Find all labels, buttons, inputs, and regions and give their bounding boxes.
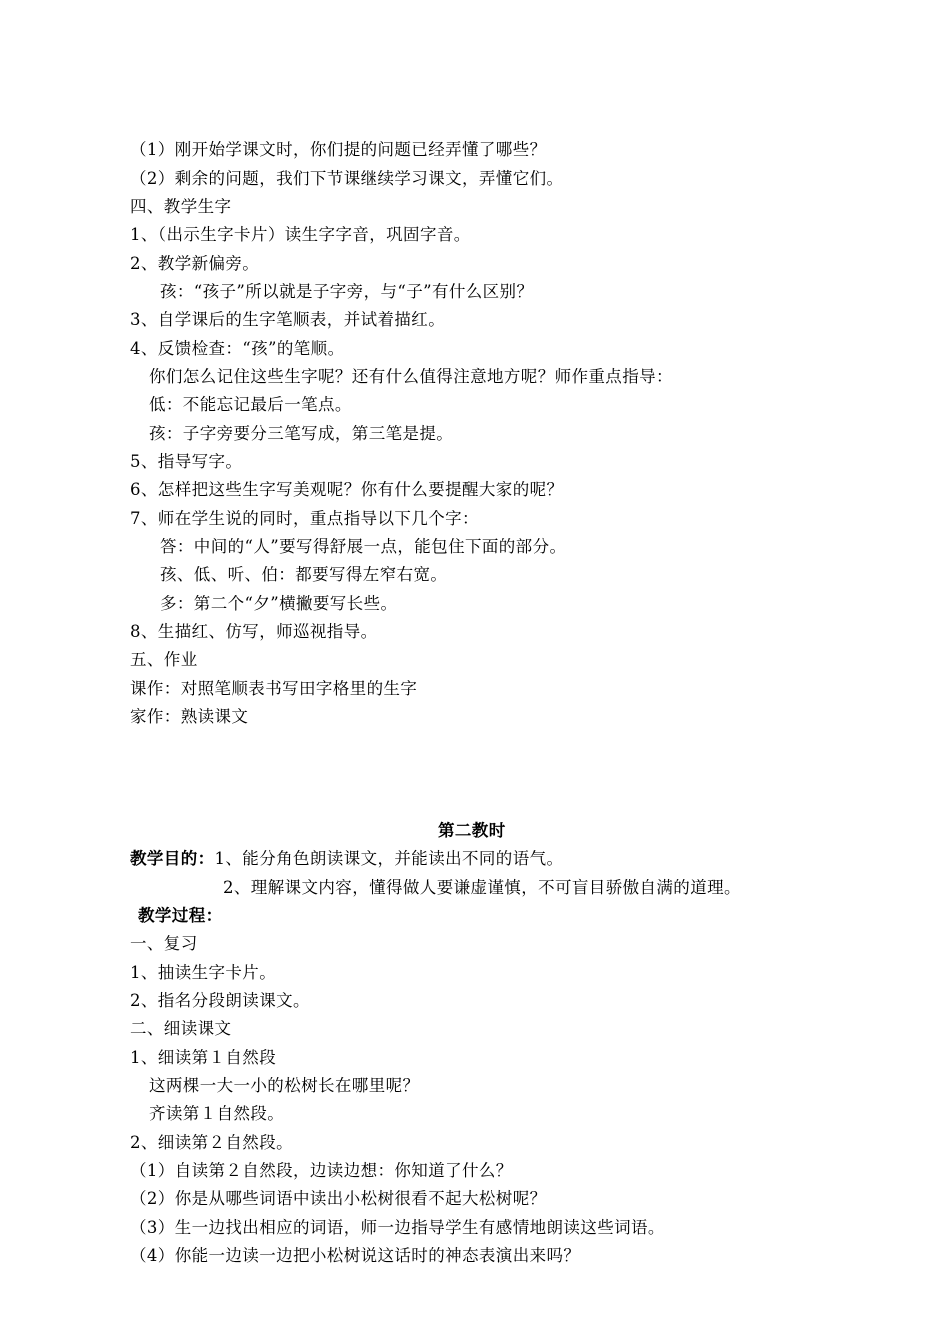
text-line: （2）你是从哪些词语中读出小松树很看不起大松树呢？ — [130, 1189, 547, 1208]
text-line: 2、教学新偏旁。 — [130, 254, 260, 273]
text-line: 多：第二个“夕”横撇要写长些。 — [160, 594, 398, 613]
section-heading: 四、教学生字 — [130, 197, 232, 216]
text-line: 答：中间的“人”要写得舒展一点，能包住下面的部分。 — [160, 537, 567, 556]
text-line: 家作：熟读课文 — [130, 707, 249, 726]
text-line: 3、自学课后的生字笔顺表，并试着描红。 — [130, 310, 446, 329]
text-line: 课作：对照笔顺表书写田字格里的生字 — [130, 679, 418, 698]
text-line: 孩：子字旁要分三笔写成，第三笔是提。 — [149, 424, 454, 443]
section-heading: 五、作业 — [130, 650, 198, 669]
section-heading: 一、复习 — [130, 934, 198, 953]
text-line: 1、（出示生字卡片）读生字字音，巩固字音。 — [130, 225, 471, 244]
goal-line-1 — [130, 849, 563, 869]
text-line: 7、师在学生说的同时，重点指导以下几个字： — [130, 509, 479, 528]
text-line: 孩：“孩子”所以就是子字旁，与“子”有什么区别？ — [160, 282, 534, 301]
text-line: 5、指导写字。 — [130, 452, 243, 471]
text-line: （1）自读第２自然段，边读边想：你知道了什么？ — [130, 1161, 513, 1180]
text-line: 1、细读第１自然段 — [130, 1048, 277, 1067]
text-line: 4、反馈检查：“孩”的笔顺。 — [130, 339, 345, 358]
text-line: 你们怎么记住这些生字呢？还有什么值得注意地方呢？师作重点指导： — [149, 367, 673, 386]
text-line: （1）刚开始学课文时，你们提的问题已经弄懂了哪些？ — [130, 140, 547, 159]
goal-line-2: 2、理解课文内容，懂得做人要谦虚谨慎，不可盲目骄傲自满的道理。 — [223, 878, 741, 897]
goal-label: 教学目的： — [130, 849, 215, 868]
process-label: 教学过程： — [138, 906, 223, 925]
text-line: 1、抽读生字卡片。 — [130, 963, 277, 982]
lesson-title: 第二教时 — [438, 821, 506, 840]
text-line: （2）剩余的问题，我们下节课继续学习课文，弄懂它们。 — [130, 169, 564, 188]
goal-text: 1、能分角色朗读课文，并能读出不同的语气。 — [214, 849, 564, 868]
section-heading: 二、细读课文 — [130, 1019, 232, 1038]
text-line: 孩、低、听、伯：都要写得左窄右宽。 — [160, 565, 448, 584]
text-line: 2、指名分段朗读课文。 — [130, 991, 310, 1010]
text-line: 8、生描红、仿写，师巡视指导。 — [130, 622, 378, 641]
text-line: 低：不能忘记最后一笔点。 — [149, 395, 352, 414]
text-line: 6、怎样把这些生字写美观呢？你有什么要提醒大家的呢？ — [130, 480, 564, 499]
text-line: （3）生一边找出相应的词语，师一边指导学生有感情地朗读这些词语。 — [130, 1218, 665, 1237]
text-line: （4）你能一边读一边把小松树说这话时的神态表演出来吗？ — [130, 1246, 581, 1265]
text-line: 齐读第１自然段。 — [149, 1104, 285, 1123]
text-line: 这两棵一大一小的松树长在哪里呢？ — [149, 1076, 420, 1095]
text-line: 2、细读第２自然段。 — [130, 1133, 293, 1152]
